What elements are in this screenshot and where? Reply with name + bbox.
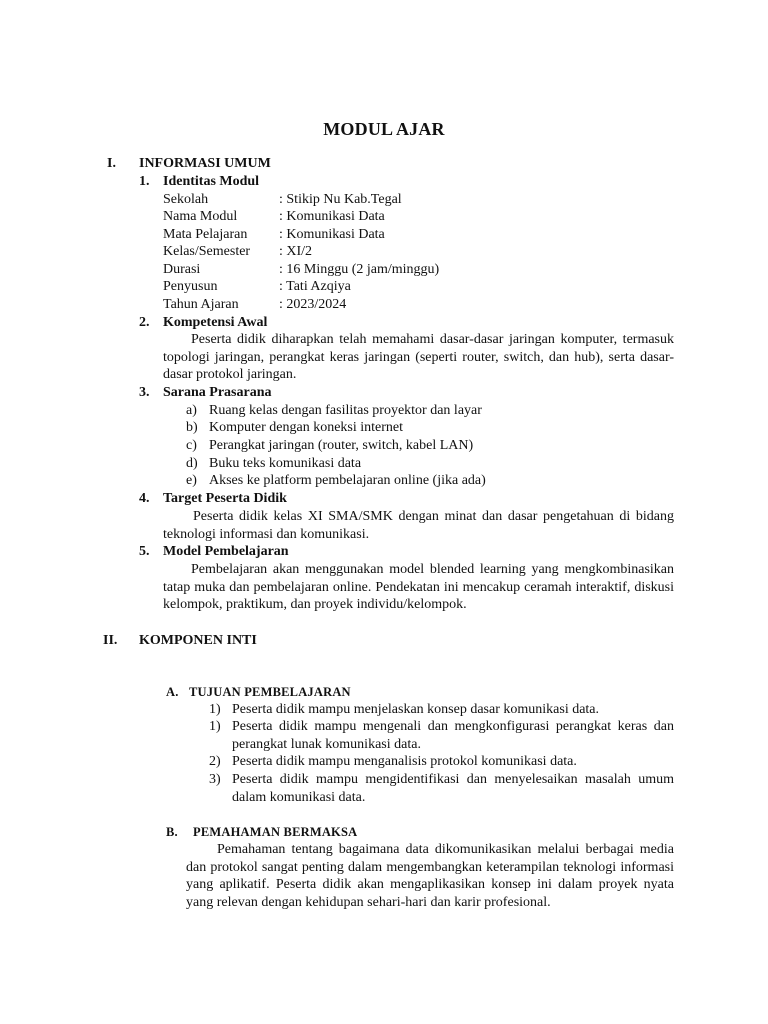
- identity-row: [163, 261, 439, 279]
- list-item-marker: e): [186, 473, 197, 488]
- identitas-heading: Identitas Modul: [163, 174, 260, 189]
- section-1-numeral: I.: [107, 156, 116, 171]
- identity-value: : Komunikasi Data: [279, 227, 385, 242]
- list-item-marker: d): [186, 456, 198, 471]
- list-item-marker: 1): [209, 702, 221, 717]
- list-item-marker: 3): [209, 772, 221, 787]
- list-item-marker: c): [186, 438, 197, 453]
- list-item: Komputer dengan koneksi internet: [209, 420, 404, 435]
- identity-value: : Tati Azqiya: [279, 279, 351, 294]
- section-2-heading: KOMPONEN INTI: [139, 633, 257, 648]
- pemahaman-heading: PEMAHAMAN BERMAKSA: [193, 825, 358, 839]
- list-item: Ruang kelas dengan fasilitas proyektor dan layar: [209, 403, 482, 418]
- model-heading: Model Pembelajaran: [163, 544, 289, 559]
- identity-row: [163, 208, 385, 226]
- identity-value: : 16 Minggu (2 jam/minggu): [279, 262, 440, 277]
- section-2-numeral: II.: [103, 633, 118, 648]
- kompetensi-paragraph: Peserta didik diharapkan telah memahami dasar-dasar jaringan komputer, termasuk topologi jaringan, perangkat keras jaringan (seperti router, switch, dan hub), serta dasar-dasar protokol jaringan.: [163, 332, 674, 383]
- identity-key: Mata Pelajaran: [163, 227, 248, 242]
- list-item: Akses ke platform pembelajaran online (jika ada): [209, 473, 486, 488]
- list-item: Peserta didik mampu mengidentifikasi dan menyelesaikan masalah umum dalam komunikasi data.: [232, 772, 674, 805]
- list-item: Peserta didik mampu mengenali dan mengkonfigurasi perangkat keras dan perangkat lunak komunikasi data.: [232, 719, 674, 752]
- kompetensi-heading: Kompetensi Awal: [163, 315, 268, 330]
- identity-row: [163, 191, 402, 209]
- identity-key: Tahun Ajaran: [163, 297, 239, 312]
- identity-value: : XI/2: [279, 244, 313, 259]
- list-item-marker: a): [186, 403, 197, 418]
- list-item-marker: 2): [209, 754, 221, 769]
- tujuan-letter: A.: [166, 685, 179, 699]
- identity-row: [163, 296, 346, 314]
- identity-row: [163, 278, 351, 296]
- target-number: 4.: [139, 491, 150, 506]
- model-number: 5.: [139, 544, 150, 559]
- list-item: Peserta didik mampu menjelaskan konsep dasar komunikasi data.: [232, 702, 600, 717]
- identity-value: : Stikip Nu Kab.Tegal: [279, 192, 402, 207]
- sarana-number: 3.: [139, 385, 150, 400]
- identity-key: Durasi: [163, 262, 201, 277]
- pemahaman-paragraph: Pemahaman tentang bagaimana data dikomunikasikan melalui berbagai media dan protokol sangat penting dalam mengembangkan keterampilan teknologi informasi yang aplikatif. Peserta didik akan mengaplikasikan konsep ini dalam proyek nyata yang relevan dengan kehidupan sehari-hari dan karir profesional.: [186, 842, 674, 910]
- identity-key: Penyusun: [163, 279, 218, 294]
- identity-value: : Komunikasi Data: [279, 209, 385, 224]
- kompetensi-number: 2.: [139, 315, 150, 330]
- identity-key: Nama Modul: [163, 209, 238, 224]
- list-item: Perangkat jaringan (router, switch, kabel LAN): [209, 438, 474, 453]
- identity-value: : 2023/2024: [279, 297, 347, 312]
- tujuan-heading: TUJUAN PEMBELAJARAN: [189, 685, 351, 699]
- identity-key: Sekolah: [163, 192, 209, 207]
- document-title: MODUL AJAR: [323, 119, 445, 139]
- list-item: Buku teks komunikasi data: [209, 456, 362, 471]
- identity-row: [163, 226, 385, 244]
- model-paragraph: Pembelajaran akan menggunakan model blended learning yang mengkombinasikan tatap muka dan pembelajaran online. Pendekatan ini mencakup ceramah interaktif, diskusi kelompok, praktikum, dan proyek individu/kelompok.: [163, 562, 674, 613]
- pemahaman-letter: B.: [166, 825, 178, 839]
- sarana-heading: Sarana Prasarana: [163, 385, 272, 400]
- identity-row: [163, 243, 312, 261]
- target-paragraph: Peserta didik kelas XI SMA/SMK dengan minat dan dasar pengetahuan di bidang teknologi informasi dan komunikasi.: [163, 509, 674, 542]
- list-item: Peserta didik mampu menganalisis protokol komunikasi data.: [232, 754, 577, 769]
- list-item-marker: 1): [209, 719, 221, 734]
- section-1-heading: INFORMASI UMUM: [139, 156, 271, 171]
- identitas-number: 1.: [139, 174, 150, 189]
- list-item-marker: b): [186, 420, 198, 435]
- identity-key: Kelas/Semester: [163, 244, 251, 259]
- target-heading: Target Peserta Didik: [163, 491, 287, 506]
